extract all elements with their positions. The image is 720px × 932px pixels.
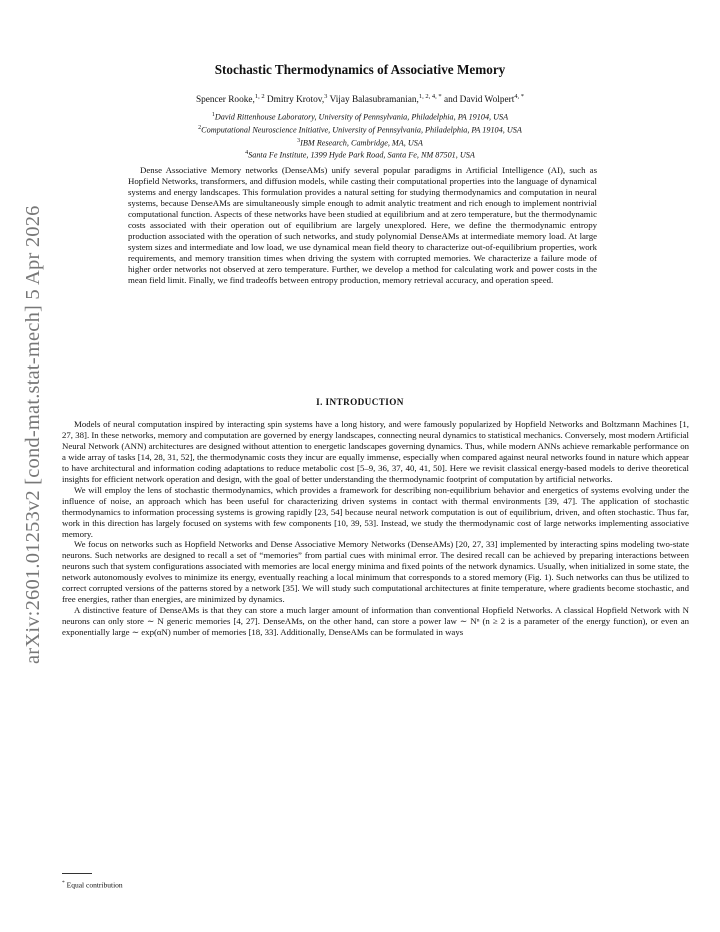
- affiliation: [0, 148, 720, 161]
- body-paragraph: We focus on networks such as Hopfield Networks and Dense Associative Memory Networks (DenseAMs) [20, 27, 33] implemented by interacting spins modeling two-state neurons. Such networks are designed to recall a set of “memories” from partial cues with minimal error. The desired recall can be achieved by preparing interactions between neurons such that system configurations associated with memories are local energy minima and fixed points of the network dynamics. Usually, when initialized in some state, the network autonomously evolves to minimize its energy, eventually reaching a local minimum that corresponds to a stored memory (Fig. 1). Such networks can thus be utilized to correct corrupted versions of the patterns stored by a network [35]. We will study such computational architectures at finite temperature, where gradients become stochastic, and free energies, rather than energies, are minimized by dynamics.: [62, 539, 689, 605]
- body-paragraph: Models of neural computation inspired by interacting spin systems have a long history, and were famously popularized by Hopfield Networks and Boltzmann Machines [1, 27, 38]. In these networks, memory and computation are governed by energy landscapes, connecting neural dynamics to statistical mechanics. Conversely, most modern Artificial Neural Network (ANN) architectures are designed without attention to energetic landscapes governing dynamics. Thus, while modern ANNs achieve remarkable performance on a wide array of tasks [14, 28, 31, 52], the thermodynamic costs they incur are equally immense, especially when compared against neural networks found in nature which appear to have architectural and information coding adaptations to reduce metabolic cost [5–9, 36, 37, 40, 41, 50]. Here we revisit classical energy-based models to derive theoretical insights for efficient network operation and design, with the goal of better understanding the thermodynamic footprint of computation by artificial networks.: [62, 419, 689, 484]
- author-name: Vijay Balasubramanian,: [329, 95, 419, 106]
- footnote-divider: [62, 873, 92, 874]
- affiliation-mark: 1: [211, 112, 215, 118]
- author-list: [0, 93, 720, 105]
- affiliation-list: [0, 110, 720, 161]
- affiliation-text: Santa Fe Institute, 1399 Hyde Park Road, Santa Fe, NM 87501, USA: [248, 151, 475, 161]
- footnote-mark: *: [62, 880, 65, 886]
- author-affiliation-marks: 4, *: [514, 93, 525, 100]
- affiliation-text: David Rittenhouse Laboratory, University of Pennsylvania, Philadelphia, PA 19104, USA: [214, 112, 509, 122]
- section-heading-introduction: I. INTRODUCTION: [316, 397, 404, 407]
- affiliation: [0, 123, 720, 136]
- body-paragraph: We will employ the lens of stochastic thermodynamics, which provides a framework for describing non-equilibrium behavior and energetics of systems evolving under the influence of noise, an approach which has been useful for characterizing driven systems in contact with thermal environments [39, 47]. The application of stochastic thermodynamics to information processing systems is growing rapidly [23, 54] because neural network computation is out of equilibrium, driven, and often stochastic. Thus far, work in this direction has largely focused on systems with few components [10, 39, 53]. Instead, we study the thermodynamic cost of large networks implementing associative memory.: [62, 484, 689, 539]
- author-name: Spencer Rooke,: [195, 95, 255, 106]
- affiliation-text: IBM Research, Cambridge, MA, USA: [300, 138, 423, 148]
- author-affiliation-marks: 1, 2, 4, *: [418, 93, 442, 100]
- author-affiliation-marks: 3: [324, 93, 328, 100]
- affiliation-text: Computational Neuroscience Initiative, University of Pennsylvania, Philadelphia, PA 19104, USA: [201, 125, 522, 135]
- affiliation-mark: 3: [297, 137, 301, 144]
- footnote-text: Equal contribution: [66, 880, 123, 890]
- affiliation: [0, 110, 720, 123]
- footnote: [62, 880, 123, 890]
- abstract: Dense Associative Memory networks (DenseAMs) unify several popular paradigms in Artificial Intelligence (AI), such as Hopfield Networks, transformers, and diffusion models, while casting their computational properties into the language of dynamical systems and energy landscapes. This formulation provides a natural setting for studying thermodynamics and computation in neural systems, because DenseAMs are simultaneously simple enough to admit analytic treatment and rich enough to implement nontrivial computational function. Aspects of these networks have been studied at equilibrium and at zero temperature, but the thermodynamic costs associated with their operation out of equilibrium are largely unexplored. Here, we define the thermodynamic entropy production associated with the operation of such networks, and study polynomial DenseAMs at intermediate memory load. At large system sizes and intermediate and low load, we use dynamical mean field theory to characterize out-of-equilibrium properties, work requirements, and memory transition times when driving the system with corrupted memories. We characterize a failure mode of higher order networks not observed at zero temperature. Further, we develop a method for calculating work and power costs in the mean field limit. Finally, we find tradeoffs between entropy production, memory retrieval accuracy, and operation speed.: [128, 165, 597, 285]
- paper-title: Stochastic Thermodynamics of Associative Memory: [214, 62, 506, 77]
- author-name: Dmitry Krotov,: [266, 95, 325, 106]
- arxiv-identifier: arXiv:2601.01253v2 [cond-mat.stat-mech] 5 Apr 2026: [22, 205, 44, 665]
- introduction-body: [62, 419, 689, 638]
- affiliation-mark: 4: [245, 150, 249, 157]
- author-affiliation-marks: 1, 2: [254, 93, 265, 100]
- body-paragraph: A distinctive feature of DenseAMs is that they can store a much larger amount of information than conventional Hopfield Networks. A classical Hopfield Network with N neurons can only store ∼ N generic memories [4, 27]. DenseAMs, on the other hand, can store a power law ∼ Nⁿ (n ≥ 2 is a parameter of the energy function), or even an exponentially large ∼ exp(αN) number of memories [18, 33]. Additionally, DenseAMs can be formulated in ways: [62, 605, 689, 638]
- affiliation-mark: 2: [198, 124, 202, 131]
- affiliation: [0, 136, 720, 149]
- author-name: and David Wolpert: [443, 95, 515, 106]
